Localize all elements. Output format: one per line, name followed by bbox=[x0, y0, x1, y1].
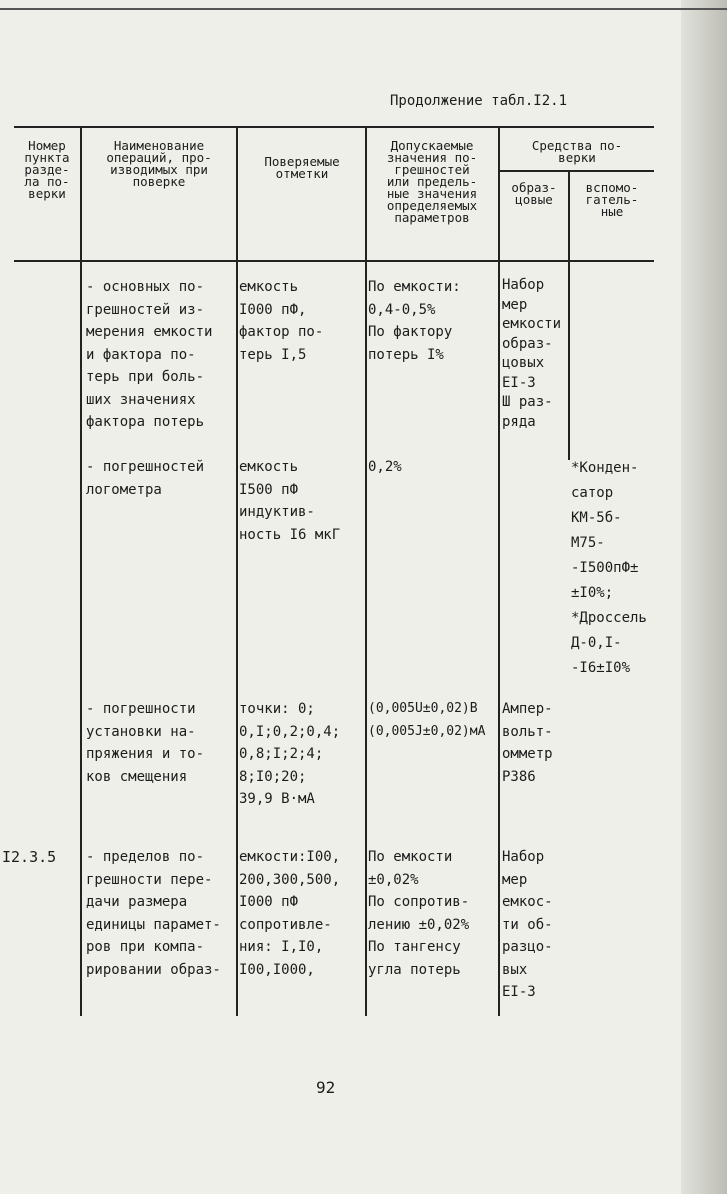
row3-operation: - погрешности установки на- пряжения и то- ков смещения bbox=[86, 701, 205, 785]
header-tolerance: Допускаемые значения по- грешностей или предель- ные значения определяемых параметров bbox=[386, 138, 478, 225]
col-divider-2 bbox=[236, 126, 238, 1016]
page-shadow-edge bbox=[681, 0, 727, 1194]
sources-subheader-line bbox=[500, 170, 654, 172]
table-top-border bbox=[14, 126, 654, 128]
header-operation: Наименование операций, про- изводимых при поверке bbox=[106, 138, 212, 189]
row4-marks: емкости:I00, 200,300,500, I000 пФ сопротивле- ния: I,I0, I00,I000, bbox=[239, 849, 341, 978]
header-standard: образ- цовые bbox=[511, 180, 557, 207]
col-divider-4 bbox=[498, 126, 500, 1016]
row4-tolerance: По емкости ±0,02% По сопротив- лению ±0,02% По тангенсу угла потерь bbox=[368, 849, 470, 978]
row2-operation: - погрешностей логометра bbox=[86, 459, 205, 498]
row1-operation: - основных по- грешностей из- мерения емкости и фактора по- терь при боль- ших значениях фактора потерь bbox=[86, 279, 213, 430]
row1-standard: Набор мер емкости образ- цовых ЕI-3 Ш раз- ряда bbox=[502, 277, 562, 430]
header-bottom-border bbox=[14, 260, 654, 262]
header-marks: Поверяемые отметки bbox=[264, 154, 340, 181]
row2-marks: емкость I500 пФ индуктив- ность I6 мкГ bbox=[239, 459, 341, 543]
row3-standard: Ампер- вольт- омметр Р386 bbox=[502, 701, 553, 785]
page-number: 92 bbox=[316, 1078, 336, 1097]
col-divider-1 bbox=[80, 126, 82, 1016]
row4-standard: Набор мер емкос- ти об- разцо- вых ЕI-3 bbox=[502, 849, 553, 1000]
row4-number: I2.3.5 bbox=[2, 848, 57, 866]
row1-marks: емкость I000 пФ, фактор по- терь I,5 bbox=[239, 279, 324, 363]
row3-tolerance: (0,005U±0,02)В (0,005J±0,02)мА bbox=[368, 701, 486, 739]
row1-tolerance: По емкости: 0,4-0,5% По фактору потерь I% bbox=[368, 279, 461, 363]
table-caption: Продолжение табл.I2.1 bbox=[390, 93, 568, 109]
row4-operation: - пределов по- грешности пере- дачи размера единицы парамет- ров при компа- рировании образ- bbox=[86, 849, 221, 978]
header-number: Номер пункта разде- ла по- верки bbox=[24, 138, 70, 201]
row2-auxiliary: *Конден- сатор КМ-5б- М75- -I500пФ± ±I0%; *Дроссель Д-0,I- -I6±I0% bbox=[571, 460, 647, 676]
col-divider-3 bbox=[365, 126, 367, 1016]
top-rule bbox=[0, 8, 727, 10]
header-auxiliary: вспомо- гатель- ные bbox=[585, 180, 639, 219]
row3-marks: точки: 0; 0,I;0,2;0,4; 0,8;I;2;4; 8;I0;20; 39,9 В·мА bbox=[239, 701, 341, 807]
header-sources: Средства по- верки bbox=[531, 138, 623, 165]
row2-tolerance: 0,2% bbox=[368, 459, 402, 475]
